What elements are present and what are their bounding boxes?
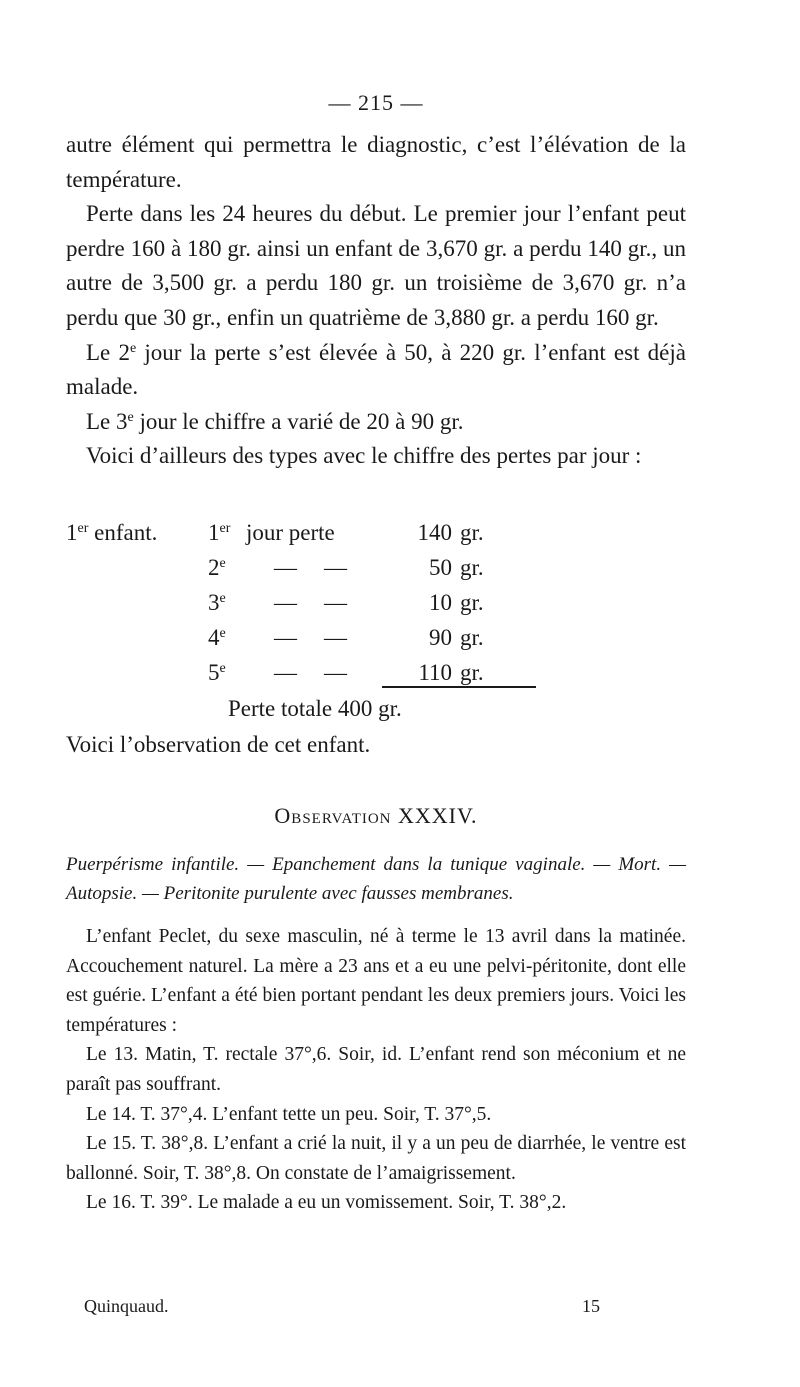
observation-subtitle: Puerpérisme infantile. — Epanchement dans la tunique vaginale. — Mort. — Autopsie. — Peritonite purulente avec fausses membranes. (66, 854, 686, 904)
day-cell: 5e (208, 660, 226, 685)
dash: — (324, 625, 347, 650)
paragraph: autre élément qui permettra le diagnostic, c’est l’élévation de la température. (66, 132, 686, 192)
loss-value: 110 (418, 660, 452, 685)
loss-value: 90 (429, 625, 452, 650)
paragraph: Voici d’ailleurs des types avec le chiffre des pertes par jour : (86, 443, 642, 469)
body-text (66, 128, 686, 474)
paragraph: Le 3e jour le chiffre a varié de 20 à 90 gr. (86, 408, 464, 434)
paragraph: Le 13. Matin, T. rectale 37°,6. Soir, id. L’enfant rend son méconium et ne paraît pas souffrant. (66, 1044, 686, 1095)
paragraph: Perte dans les 24 heures du début. Le premier jour l’enfant peut perdre 160 à 180 gr. ainsi un enfant de 3,670 gr. a perdu 140 gr., un autre de 3,500 gr. a perdu 180 gr. un troisième de 3,670 gr. n’a perdu que 30 gr., enfin un quatrième de 3,880 gr. a perdu 160 gr. (66, 201, 686, 330)
author-signature: Quinquaud. (84, 1296, 169, 1316)
day-cell: 4e (208, 625, 226, 650)
observation-title: Observation XXXIV. (274, 803, 478, 828)
loss-unit: gr. (460, 520, 484, 545)
loss-value: 140 (417, 520, 452, 545)
loss-unit: gr. (460, 660, 484, 685)
page-number: — 215 — (328, 90, 424, 115)
paragraph: Le 16. T. 39°. Le malade a eu un vomissement. Soir, T. 38°,2. (86, 1192, 567, 1214)
dash: — (324, 555, 347, 580)
signature-mark: 15 (582, 1296, 600, 1316)
observation-intro: Voici l’observation de cet enfant. (66, 732, 371, 757)
loss-value: 10 (429, 590, 452, 615)
sum-rule (382, 686, 536, 688)
observation-body (66, 922, 686, 1218)
loss-unit: gr. (460, 625, 484, 650)
day-cell: 2e (208, 555, 226, 580)
paragraph: Le 14. T. 37°,4. L’enfant tette un peu. Soir, T. 37°,5. (86, 1103, 492, 1125)
loss-unit: gr. (460, 555, 484, 580)
dash: — (274, 590, 297, 615)
dash: — (324, 590, 347, 615)
paragraph: L’enfant Peclet, du sexe masculin, né à terme le 13 avril dans la matinée. Accouchement naturel. La mère a 23 ans et a eu une pelvi-péritonite, dont elle est guérie. L’enfant a été bien portant pendant les deux premiers jours. Voici les températures : (66, 926, 686, 1036)
paragraph: Le 2e jour la perte s’est élevée à 50, à 220 gr. l’enfant est déjà malade. (66, 339, 686, 400)
dash: — (274, 660, 297, 685)
dash: — (274, 625, 297, 650)
child-label: 1er enfant. (66, 520, 158, 545)
loss-unit: gr. (460, 590, 484, 615)
dash: — (274, 555, 297, 580)
day-cell: 3e (208, 590, 226, 615)
day-cell: 1er (208, 520, 231, 545)
day-label: jour perte (246, 520, 335, 545)
dash: — (324, 660, 347, 685)
total-loss: Perte totale 400 gr. (228, 696, 402, 721)
loss-value: 50 (429, 555, 452, 580)
paragraph: Le 15. T. 38°,8. L’enfant a crié la nuit, il y a un peu de diarrhée, le ventre est ballonné. Soir, T. 38°,8. On constate de l’amaigrissement. (66, 1133, 686, 1184)
